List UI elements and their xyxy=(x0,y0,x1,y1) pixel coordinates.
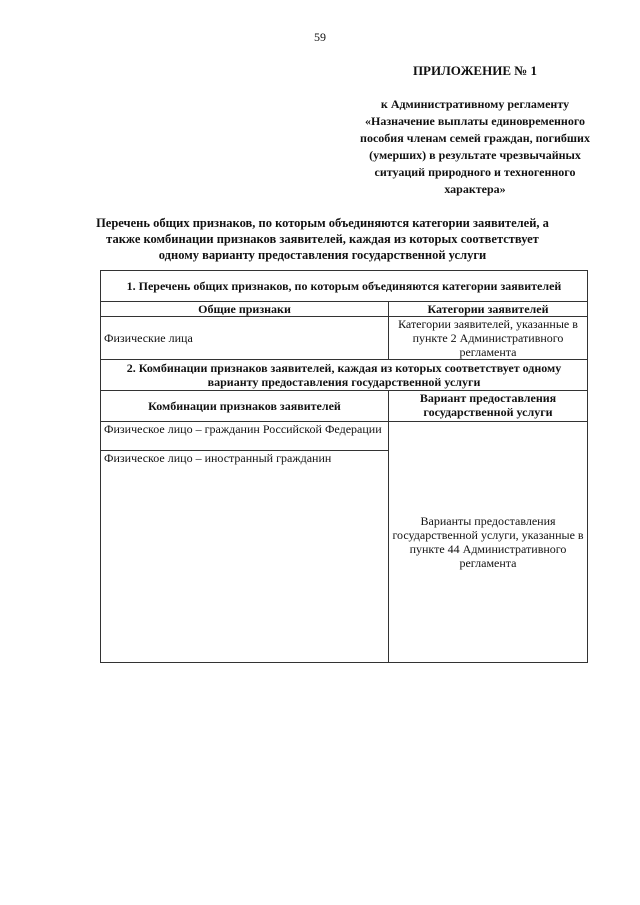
section2-row-1: Физическое лицо – гражданин Российской Федерации xyxy=(101,422,389,451)
section2-right-value: Варианты предоставления государственной услуги, указанные в пункте 44 Административного регламента xyxy=(389,422,588,663)
section1-column-header-row xyxy=(101,302,588,317)
section2-column-header-row xyxy=(101,391,588,422)
intro-heading: Перечень общих признаков, по которым объединяются категории заявителей, а также комбинации признаков заявителей, каждая из которых соответствует одному варианту предоставления государственной услуги xyxy=(96,216,549,262)
section2-row-2: Физическое лицо – иностранный гражданин xyxy=(101,451,389,663)
section1-header-row xyxy=(101,271,588,302)
appendix-title: ПРИЛОЖЕНИЕ № 1 xyxy=(412,63,538,78)
page-number: 59 xyxy=(314,30,326,44)
section2-col-right-header: Вариант предоставления государственной услуги xyxy=(389,391,588,422)
section2-title: 2. Комбинации признаков заявителей, каждая из которых соответствует одному варианту предоставления государственной услуги xyxy=(101,360,588,391)
section2-header-row xyxy=(101,360,588,391)
criteria-table xyxy=(100,270,588,663)
section2-col-left-header: Комбинации признаков заявителей xyxy=(101,391,389,422)
section1-row-left: Физические лица xyxy=(101,317,389,360)
section2-data-row-1 xyxy=(101,422,588,451)
section1-title: 1. Перечень общих признаков, по которым объединяются категории заявителей xyxy=(101,271,588,302)
section1-col-right-header: Категории заявителей xyxy=(389,302,588,317)
section1-data-row xyxy=(101,317,588,360)
appendix-subtitle: к Административному регламенту «Назначение выплаты единовременного пособия членам семей граждан, погибших (умерших) в результате чрезвычайных ситуаций природного и техногенного характера» xyxy=(360,97,590,196)
section1-row-right: Категории заявителей, указанные в пункте 2 Административного регламента xyxy=(389,317,588,360)
section1-col-left-header: Общие признаки xyxy=(101,302,389,317)
